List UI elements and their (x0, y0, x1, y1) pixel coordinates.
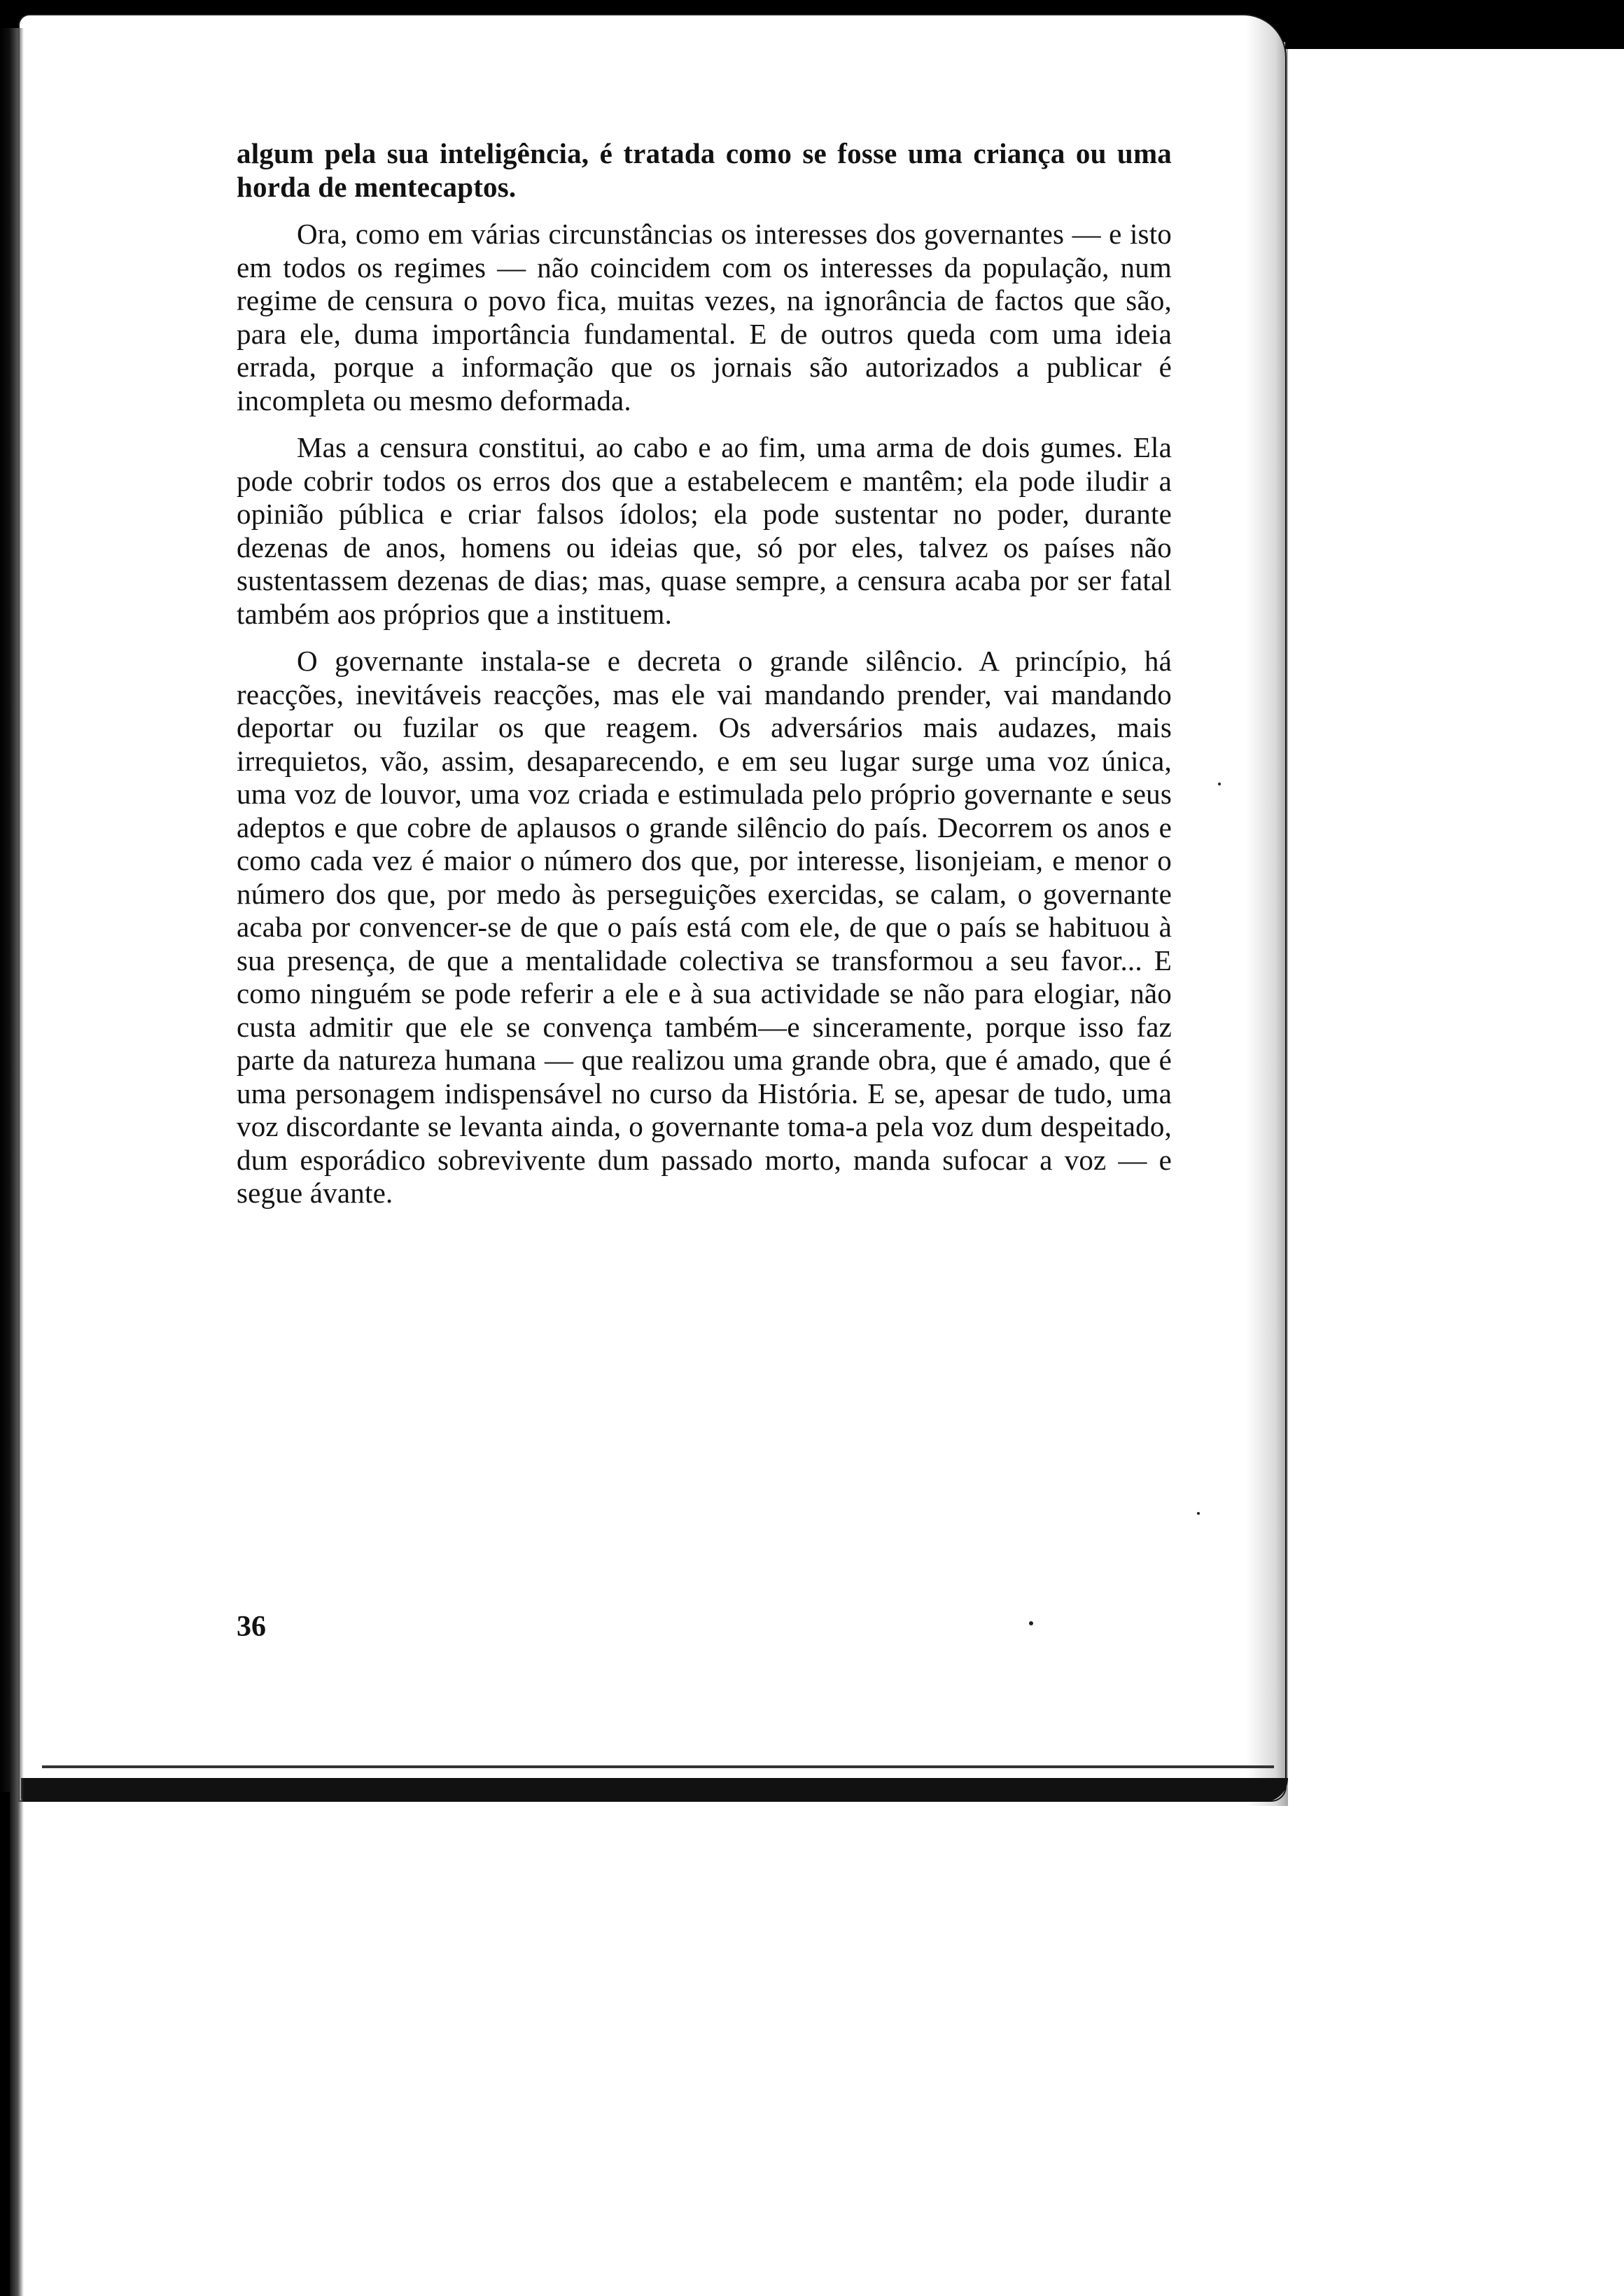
page-bottom-edge (21, 1778, 1288, 1802)
paragraph-2: Ora, como em várias circunstâncias os interesses dos governantes — e isto em todos os regimes — não coincidem com os interesses da população, num regime de censura o povo fica, muitas vezes, na ignorância de factos que são, para ele, duma importância fundamental. E de outros queda com uma ideia errada, porque a informação que os jornais são autorizados a publicar é incompleta ou mesmo deformada. (237, 218, 1172, 416)
page-edge-line (42, 1765, 1274, 1768)
ink-speck (1197, 1512, 1200, 1515)
ink-speck (1218, 783, 1221, 785)
page-number: 36 (237, 1611, 266, 1643)
scan-border-right (1285, 0, 1624, 49)
binding-edge-lower (0, 1792, 10, 2296)
paragraph-1: algum pela sua inteligência, é tratada como se fosse uma criança ou uma horda de mentecaptos. (237, 137, 1172, 203)
paragraph-3: Mas a censura constitui, ao cabo e ao fim, uma arma de dois gumes. Ela pode cobrir todos os erros dos que a estabelecem e mantêm; ela pode iludir a opinião pública e criar falsos ídolos; ela pode sustentar no poder, durante dezenas de anos, homens ou ideias que, só por eles, talvez os países não sustentassem dezenas de dias; mas, quase sempre, a censura acaba por ser fatal também aos próprios que a instituem. (237, 431, 1172, 630)
paragraph-4: O governante instala-se e decreta o grande silêncio. A princípio, há reacções, inevitáveis reacções, mas ele vai mandando prender, vai mandando deportar ou fuzilar os que reagem. Os adversários mais audazes, mais irrequietos, vão, assim, desaparecendo, e em seu lugar surge uma voz única, uma voz de louvor, uma voz criada e estimulada pelo próprio governante e seus adeptos e que cobre de aplausos o grande silêncio do país. Decorrem os anos e como cada vez é maior o número dos que, por interesse, lisonjeiam, e menor o número dos que, por medo às perseguições exercidas, se calam, o governante acaba por convencer-se de que o país está com ele, de que o país se habituou à sua presença, de que a mentalidade colectiva se transformou a seu favor... E como ninguém se pode referir a ele e à sua actividade se não para elogiar, não custa admitir que ele se convença também—e sinceramente, porque isso faz parte da natureza humana — que realizou uma grande obra, que é amado, que é uma personagem indispensável no curso da História. E se, apesar de tudo, uma voz discordante se levanta ainda, o governante toma-a pela voz dum despeitado, dum esporádico sobrevivente dum passado morto, manda sufocar a voz — e segue ávante. (237, 645, 1172, 1209)
body-text (237, 137, 1172, 1210)
ink-speck (1029, 1621, 1033, 1625)
